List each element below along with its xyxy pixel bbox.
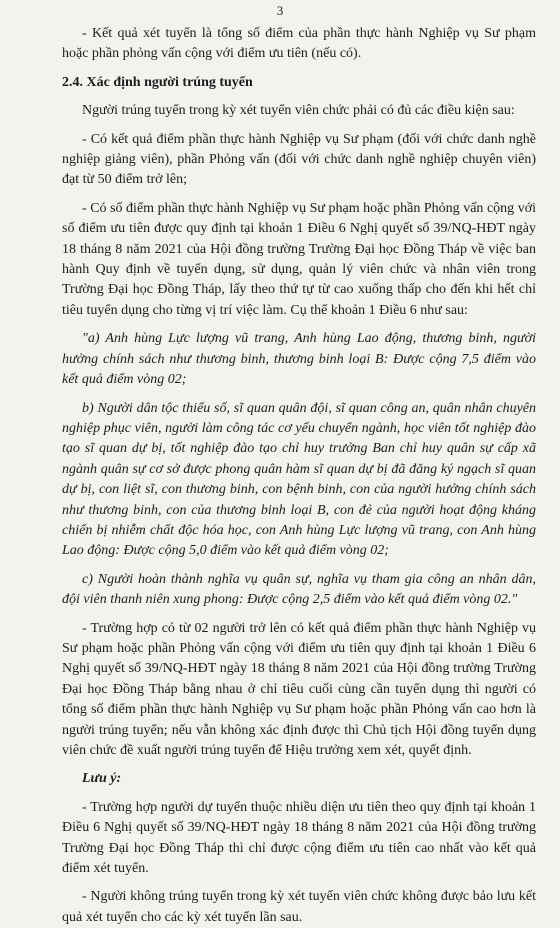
note-heading: Lưu ý: bbox=[82, 771, 122, 787]
paragraph-condition-score: - Có kết quả điểm phần thực hành Nghiệp vụ Sư phạm (đối với chức danh nghề nghiệp giảng viên), phần Phỏng vấn (đối với chức danh nghề nghiệp chuyên viên) đạt từ 50 điểm trở lên; bbox=[62, 131, 536, 188]
quote-item-b: b) Người dân tộc thiểu số, sĩ quan quân đội, sĩ quan công an, quân nhân chuyên nghiệp phục viên, người làm công tác cơ yếu chuyển ngành, học viên tốt nghiệp đào tạo sĩ quan dự bị, tốt nghiệp đào tạo chỉ huy trưởng Ban chỉ huy quân sự cấp xã ngành quân sự cơ sở được phong quân hàm sĩ quan dự bị đã đăng ký ngạch sĩ quan dự bị, con liệt sĩ, con thương binh, con bệnh binh, con của người hưởng chính sách như thương binh, con của thương binh loại B, con đẻ của người hoạt động kháng chiến bị nhiễm chất độc hóa học, con Anh hùng Lực lượng vũ trang, con Anh hùng Lao động: Được cộng 5,0 điểm vào kết quả điểm vòng 02; bbox=[62, 400, 536, 559]
paragraph-note-no-reservation: - Người không trúng tuyển trong kỳ xét tuyển viên chức không được bảo lưu kết quả xét tuyển cho các kỳ xét tuyển lần sau. bbox=[62, 889, 536, 925]
page-number: 3 bbox=[276, 3, 284, 18]
paragraph-condition-priority: - Có số điểm phần thực hành Nghiệp vụ Sư phạm hoặc phần Phỏng vấn cộng với số điểm ưu tiên được quy định tại khoản 1 Điều 6 Nghị quyết số 39/NQ-HĐT ngày 18 tháng 8 năm 2021 của Hội đồng trường Trường Đại học Đồng Tháp về việc ban hành Quy định về tuyển dụng, sử dụng, quản lý viên chức và nhân viên trong Trường Đại học Đồng Tháp, lấy theo thứ tự từ cao xuống thấp cho đến khi hết chỉ tiêu tuyển dụng cho từng vị trí việc làm. Cụ thể khoản 1 Điều 6 như sau: bbox=[62, 200, 536, 318]
section-heading-2-4: 2.4. Xác định người trúng tuyển bbox=[62, 74, 253, 90]
paragraph-conditions-intro: Người trúng tuyển trong kỳ xét tuyển viên chức phải có đủ các điều kiện sau: bbox=[82, 103, 515, 119]
quote-item-a: "a) Anh hùng Lực lượng vũ trang, Anh hùng Lao động, thương binh, người hưởng chính sách như thương binh, thương binh loại B: Được cộng 7,5 điểm vào kết quả điểm vòng 02; bbox=[62, 331, 536, 388]
paragraph-result-definition: - Kết quả xét tuyển là tổng số điểm của phần thực hành Nghiệp vụ Sư phạm hoặc phần phỏng vấn cộng với điểm ưu tiên (nếu có). bbox=[62, 26, 536, 62]
page-content bbox=[62, 24, 536, 928]
quote-item-c: c) Người hoàn thành nghĩa vụ quân sự, nghĩa vụ tham gia công an nhân dân, đội viên thanh niên xung phong: Được cộng 2,5 điểm vào kết quả điểm vòng 02." bbox=[62, 571, 536, 608]
paragraph-tie-break: - Trường hợp có từ 02 người trở lên có kết quả điểm phần thực hành Nghiệp vụ Sư phạm hoặc phần Phỏng vấn cộng với điểm ưu tiên quy định tại khoản 1 Điều 6 Nghị quyết số 39/NQ-HĐT ngày 18 tháng 8 năm 2021 của Hội đồng trường Trường Đại học Đồng Tháp bằng nhau ở chỉ tiêu cuối cùng cần tuyển dụng thì người có tổng số điểm phần thực hành Nghiệp vụ Sư phạm hoặc phần Phỏng vấn cao hơn là người trúng tuyển; nếu vẫn không xác định được thì Chủ tịch Hội đồng tuyển dụng viên chức đề xuất người trúng tuyển để Hiệu trưởng xem xét, quyết định. bbox=[62, 620, 536, 758]
paragraph-note-multiple-priority: - Trường hợp người dự tuyển thuộc nhiều diện ưu tiên theo quy định tại khoản 1 Điều 6 Nghị quyết số 39/NQ-HĐT ngày 18 tháng 8 năm 2021 của Hội đồng trường Trường Đại học Đồng Tháp thì chỉ được cộng điểm ưu tiên cao nhất vào kết quả điểm xét tuyển. bbox=[62, 799, 536, 877]
